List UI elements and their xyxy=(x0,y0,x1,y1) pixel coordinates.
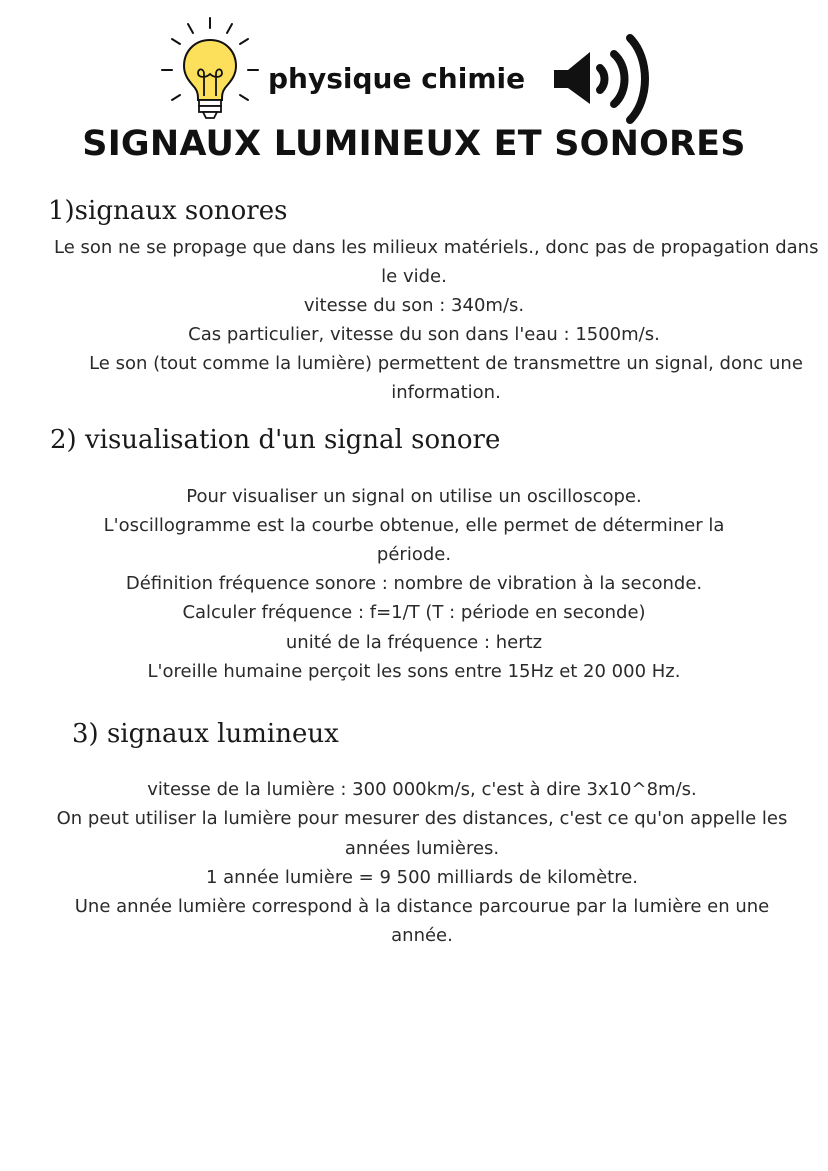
body-line: Le son ne se propage que dans les milieux matériels., donc pas de propagation dans xyxy=(54,237,819,258)
section-heading-sound: 1)signaux sonores xyxy=(48,196,288,226)
subtitle: physique chimie xyxy=(268,62,526,95)
body-line: L'oreille humaine perçoit les sons entre 15Hz et 20 000 Hz. xyxy=(147,661,681,682)
lightbulb-icon xyxy=(158,14,262,122)
body-line: 1 année lumière = 9 500 milliards de kilomètre. xyxy=(205,867,639,888)
body-line: années lumières. xyxy=(344,838,500,859)
body-line: période. xyxy=(376,544,452,565)
body-line: unité de la fréquence : hertz xyxy=(285,632,543,653)
page-header xyxy=(0,0,828,190)
page-title: SIGNAUX LUMINEUX ET SONORES xyxy=(82,124,746,164)
body-line: Définition fréquence sonore : nombre de vibration à la seconde. xyxy=(125,573,703,594)
body-line: Cas particulier, vitesse du son dans l'eau : 1500m/s. xyxy=(188,324,660,345)
speaker-icon xyxy=(550,32,654,124)
section-heading-light: 3) signaux lumineux xyxy=(72,719,339,749)
body-line: vitesse de la lumière : 300 000km/s, c'est à dire 3x10^8m/s. xyxy=(147,779,697,800)
section-heading-visualisation: 2) visualisation d'un signal sonore xyxy=(50,425,501,455)
body-line: On peut utiliser la lumière pour mesurer des distances, c'est ce qu'on appelle les xyxy=(56,808,788,829)
body-line: information. xyxy=(391,382,501,403)
body-line: année. xyxy=(391,925,453,946)
body-line: Le son (tout comme la lumière) permettent de transmettre un signal, donc une xyxy=(89,353,803,374)
body-line: le vide. xyxy=(381,266,447,287)
body-line: Pour visualiser un signal on utilise un oscilloscope. xyxy=(186,486,642,507)
body-line: L'oscillogramme est la courbe obtenue, elle permet de déterminer la xyxy=(103,515,725,536)
body-line: Calculer fréquence : f=1/T (T : période en seconde) xyxy=(182,602,646,623)
body-line: Une année lumière correspond à la distance parcourue par la lumière en une xyxy=(74,896,770,917)
body-line: vitesse du son : 340m/s. xyxy=(303,295,525,316)
